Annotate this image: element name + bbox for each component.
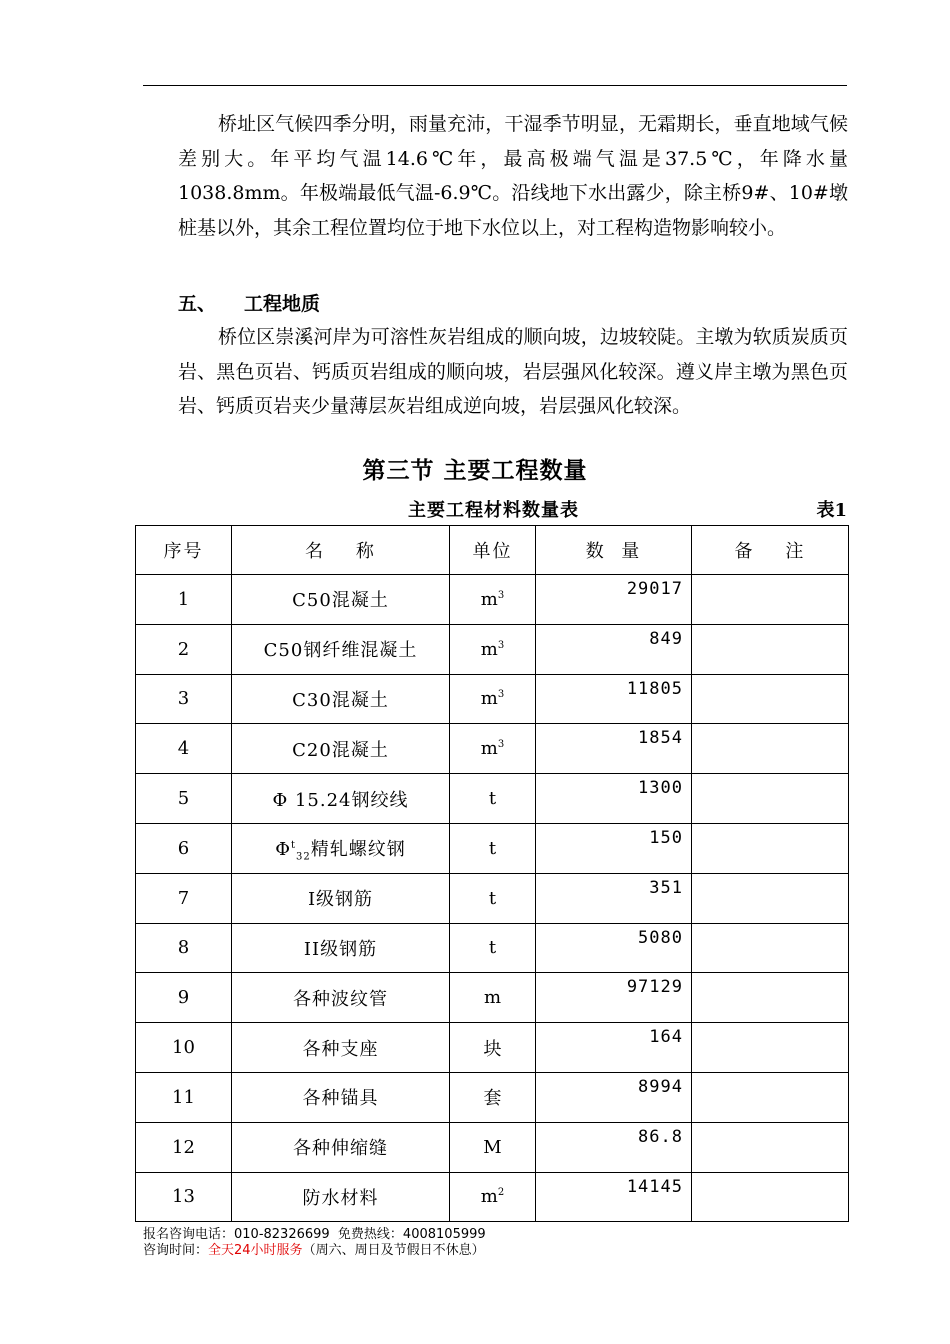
row-qty: 849 [536, 624, 692, 674]
row-note [692, 823, 849, 873]
row-unit: $m^2$ [450, 1172, 536, 1222]
row-no: 3 [136, 674, 232, 724]
row-name: 防水材料 [232, 1172, 450, 1222]
table-row [136, 1172, 849, 1222]
row-name: $\Phi^t_{32}$精轧螺纹钢 [232, 823, 450, 873]
row-unit: $m^3$ [450, 575, 536, 625]
header-qty: 数 量 [536, 526, 692, 575]
row-no: 2 [136, 624, 232, 674]
row-no: 13 [136, 1172, 232, 1222]
row-name: II级钢筋 [232, 923, 450, 973]
row-no: 12 [136, 1122, 232, 1172]
geology-paragraph [178, 320, 848, 424]
header-name: 名 称 [232, 526, 450, 575]
row-qty: 1300 [536, 774, 692, 824]
row-name: C50混凝土 [232, 575, 450, 625]
row-note [692, 923, 849, 973]
row-no: 4 [136, 724, 232, 774]
row-no: 6 [136, 823, 232, 873]
row-note [692, 873, 849, 923]
chapter-title: 第三节 主要工程数量 [362, 457, 588, 484]
row-qty: 150 [536, 823, 692, 873]
row-note [692, 575, 849, 625]
section-heading [178, 287, 320, 321]
row-note [692, 1072, 849, 1122]
row-no: 9 [136, 973, 232, 1023]
row-name: 各种波纹管 [232, 973, 450, 1023]
row-qty: 5080 [536, 923, 692, 973]
table-row [136, 973, 849, 1023]
table-row [136, 1122, 849, 1172]
header-no: 序号 [136, 526, 232, 575]
climate-text: 桥址区气候四季分明，雨量充沛，干湿季节明显，无霜期长，垂直地域气候差别大。年平均气温14.6℃年，最高极端气温是37.5℃，年降水量1038.8mm。年极端最低气温-6.9℃。沿线地下水出露少，除主桥9#、10#墩桩基以外，其余工程位置均位于地下水位以上，对工程构造物影响较小。 [178, 113, 848, 239]
row-note [692, 1172, 849, 1222]
row-unit: t [450, 923, 536, 973]
table-row [136, 1023, 849, 1073]
row-note [692, 674, 849, 724]
row-no: 10 [136, 1023, 232, 1073]
row-unit: t [450, 873, 536, 923]
row-name: 各种支座 [232, 1023, 450, 1073]
footer-hours-line: 咨询时间：全天24小时服务（周六、周日及节假日不休息） [143, 1243, 485, 1258]
row-qty: 14145 [536, 1172, 692, 1222]
table-row [136, 724, 849, 774]
row-qty: 29017 [536, 575, 692, 625]
row-note [692, 1023, 849, 1073]
row-qty: 86.8 [536, 1122, 692, 1172]
table-row [136, 1072, 849, 1122]
row-unit: 套 [450, 1072, 536, 1122]
row-qty: 351 [536, 873, 692, 923]
header-rule [143, 85, 847, 86]
row-unit: 块 [450, 1023, 536, 1073]
table-row [136, 823, 849, 873]
row-unit: $m^3$ [450, 674, 536, 724]
row-unit: $m^3$ [450, 724, 536, 774]
row-name: C50钢纤维混凝土 [232, 624, 450, 674]
row-name: C30混凝土 [232, 674, 450, 724]
row-name: Φ 15.24钢绞线 [232, 774, 450, 824]
table-label: 表1 [816, 500, 847, 521]
row-note [692, 624, 849, 674]
row-qty: 97129 [536, 973, 692, 1023]
table-row [136, 624, 849, 674]
row-name: 各种锚具 [232, 1072, 450, 1122]
row-unit: t [450, 774, 536, 824]
section-title: 工程地质 [244, 293, 321, 315]
page-footer [143, 1227, 486, 1259]
geology-text: 桥位区崇溪河岸为可溶性灰岩组成的顺向坡，边坡较陡。主墩为软质炭质页岩、黑色页岩、钙质页岩组成的顺向坡，岩层强风化较深。遵义岸主墩为黑色页岩、钙质页岩夹少量薄层灰岩组成逆向坡，岩层强风化较深。 [178, 326, 848, 417]
materials-table [135, 525, 849, 1222]
row-no: 7 [136, 873, 232, 923]
footer-highlight: 全天24小时服务 [208, 1243, 303, 1258]
header-unit: 单位 [450, 526, 536, 575]
row-unit: t [450, 823, 536, 873]
row-note [692, 1122, 849, 1172]
row-name: I级钢筋 [232, 873, 450, 923]
row-no: 8 [136, 923, 232, 973]
row-unit: M [450, 1122, 536, 1172]
table-row [136, 575, 849, 625]
row-note [692, 724, 849, 774]
table-title: 主要工程材料数量表 [408, 500, 579, 521]
footer-contact-line: 报名咨询电话：010-82326699 免费热线：4008105999 [143, 1227, 486, 1242]
row-note [692, 973, 849, 1023]
row-unit: m [450, 973, 536, 1023]
header-note: 备 注 [692, 526, 849, 575]
row-no: 1 [136, 575, 232, 625]
row-no: 11 [136, 1072, 232, 1122]
row-qty: 1854 [536, 724, 692, 774]
row-name: 各种伸缩缝 [232, 1122, 450, 1172]
row-unit: $m^3$ [450, 624, 536, 674]
row-name: C20混凝土 [232, 724, 450, 774]
row-qty: 164 [536, 1023, 692, 1073]
table-row [136, 674, 849, 724]
row-qty: 8994 [536, 1072, 692, 1122]
table-row [136, 774, 849, 824]
table-row [136, 923, 849, 973]
climate-paragraph [178, 107, 848, 245]
section-number: 五、 [178, 293, 217, 315]
row-no: 5 [136, 774, 232, 824]
table-row [136, 873, 849, 923]
table-header-row [136, 526, 849, 575]
row-qty: 11805 [536, 674, 692, 724]
row-note [692, 774, 849, 824]
